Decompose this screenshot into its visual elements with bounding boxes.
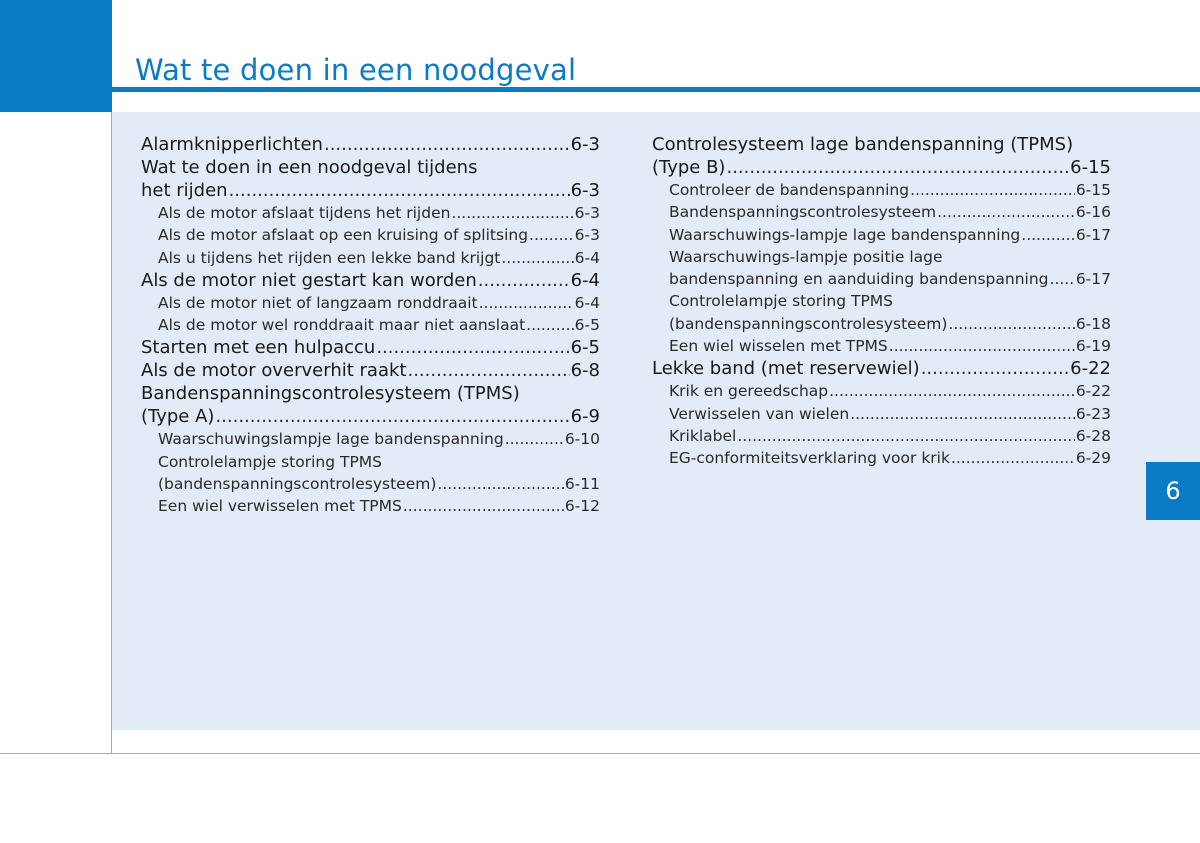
toc-page-number: 6-19 [1075, 337, 1111, 356]
toc-page-number: 6-3 [574, 226, 600, 245]
toc-page-number: 6-9 [570, 406, 600, 428]
dot-leader [215, 405, 569, 428]
header-corner-block [0, 0, 112, 112]
toc-page-number: 6-8 [570, 360, 600, 382]
toc-page-number: 6-29 [1075, 449, 1111, 468]
toc-page-number: 6-17 [1075, 270, 1111, 289]
toc-subsection-entry[interactable] [652, 403, 1111, 425]
page-title: Wat te doen in een noodgeval [135, 53, 577, 87]
dot-leader [403, 495, 564, 517]
toc-left-column [141, 133, 600, 518]
dot-leader [529, 224, 574, 246]
toc-subsection-entry[interactable] [652, 201, 1111, 223]
dot-leader [505, 428, 564, 450]
toc-entry-text: bandenspanning en aanduiding bandenspanning [669, 270, 1049, 289]
toc-page-number: 6-3 [574, 204, 600, 222]
dot-leader [921, 357, 1069, 380]
dot-leader [1050, 268, 1075, 290]
toc-subsection-entry[interactable] [652, 268, 1111, 290]
dot-leader [501, 247, 573, 269]
toc-entry-text: (Type A) [141, 406, 215, 428]
toc-entry-text: het rijden [141, 180, 228, 201]
title-underline [112, 87, 1200, 92]
dot-leader [526, 314, 574, 336]
toc-subsection-entry [141, 451, 600, 473]
toc-page-number: 6-3 [570, 180, 600, 201]
toc-page-number: 6-15 [1070, 157, 1111, 178]
toc-page-number: 6-15 [1075, 181, 1111, 199]
toc-subsection-entry[interactable] [652, 447, 1111, 469]
toc-section-entry [141, 156, 600, 179]
toc-page-number: 6-10 [564, 430, 600, 449]
dot-leader [376, 336, 569, 359]
toc-entry-text: Kriklabel [669, 426, 737, 445]
toc-entry-text: Controlelampje storing TPMS [669, 292, 894, 311]
toc-page-number: 6-4 [574, 248, 600, 267]
toc-subsection-entry[interactable] [141, 473, 600, 495]
toc-page-number: 6-16 [1075, 203, 1111, 222]
toc-section-entry [652, 133, 1111, 156]
toc-subsection-entry[interactable] [652, 380, 1111, 402]
toc-subsection-entry[interactable] [652, 335, 1111, 357]
dot-leader [951, 447, 1075, 469]
toc-entry-text: Controleer de bandenspanning [669, 181, 910, 199]
bottom-rule [0, 753, 1200, 754]
toc-subsection-entry[interactable] [141, 495, 600, 517]
dot-leader [437, 473, 563, 495]
dot-leader [479, 292, 574, 314]
dot-leader [850, 403, 1075, 425]
toc-entry-text: EG-conformiteitsverklaring voor krik [669, 449, 950, 468]
toc-entry-text: Bandenspanningscontrolesysteem [669, 203, 937, 222]
dot-leader [229, 179, 570, 202]
dot-leader [324, 133, 570, 156]
toc-subsection-entry[interactable] [141, 428, 600, 450]
toc-entry-text: Waarschuwings-lampje lage bandenspanning [669, 225, 1021, 244]
toc-entry-text: Een wiel verwisselen met TPMS [158, 497, 402, 516]
toc-page-number: 6-23 [1075, 404, 1111, 423]
toc-entry-text: Controlelampje storing TPMS [158, 452, 383, 471]
toc-section-entry[interactable] [652, 357, 1111, 380]
toc-subsection-entry [652, 246, 1111, 268]
toc-entry-text: Als de motor afslaat op een kruising of splitsing [158, 226, 529, 245]
left-margin-rule [111, 112, 112, 754]
toc-subsection-entry [652, 290, 1111, 312]
dot-leader [889, 335, 1075, 357]
toc-section-entry[interactable] [141, 405, 600, 428]
dot-leader [451, 202, 573, 224]
toc-entry-text: Verwisselen van wielen [669, 404, 850, 423]
toc-entry-text: Krik en gereedschap [669, 382, 829, 401]
dot-leader [948, 313, 1074, 335]
toc-page-number: 6-4 [574, 293, 600, 312]
toc-page-number: 6-17 [1075, 225, 1111, 244]
toc-entry-text: Waarschuwings-lampje positie lage [669, 247, 943, 266]
toc-section-entry[interactable] [141, 269, 600, 292]
toc-section-entry[interactable] [141, 359, 600, 382]
toc-entry-text: Bandenspanningscontrolesysteem (TPMS) [141, 383, 520, 405]
toc-section-entry [141, 382, 600, 405]
toc-entry-text: Starten met een hulpaccu [141, 337, 376, 359]
dot-leader [407, 359, 569, 382]
toc-entry-text: Als u tijdens het rijden een lekke band krijgt [158, 248, 501, 267]
chapter-tab[interactable]: 6 [1146, 462, 1200, 520]
toc-subsection-entry[interactable] [141, 292, 600, 314]
toc-entry-text: (bandenspanningscontrolesysteem) [669, 314, 948, 333]
toc-subsection-entry[interactable] [141, 314, 600, 336]
toc-page-number: 6-11 [564, 475, 600, 494]
toc-entry-text: Als de motor wel ronddraait maar niet aanslaat [158, 316, 526, 335]
dot-leader [829, 380, 1075, 402]
toc-section-entry[interactable] [141, 133, 600, 156]
toc-entry-text: Lekke band (met reservewiel) [652, 358, 920, 380]
toc-entry-text: Wat te doen in een noodgeval tijdens [141, 157, 478, 178]
toc-subsection-entry[interactable] [141, 202, 600, 224]
toc-subsection-entry[interactable] [141, 224, 600, 246]
toc-page-number: 6-22 [1070, 358, 1111, 380]
toc-entry-text: Als de motor oververhit raakt [141, 360, 407, 382]
toc-entry-text: Controlesysteem lage bandenspanning (TPMS) [652, 134, 1074, 155]
toc-entry-text: Als de motor niet gestart kan worden [141, 269, 477, 291]
dot-leader [1021, 224, 1075, 246]
dot-leader [726, 156, 1069, 179]
toc-page-number: 6-28 [1075, 426, 1111, 445]
toc-subsection-entry[interactable] [652, 179, 1111, 201]
toc-subsection-entry[interactable] [652, 313, 1111, 335]
dot-leader [737, 425, 1075, 447]
toc-page-number: 6-12 [564, 497, 600, 516]
toc-page-number: 6-5 [570, 337, 600, 359]
toc-subsection-entry[interactable] [141, 247, 600, 269]
dot-leader [937, 201, 1075, 223]
toc-page-number: 6-3 [570, 134, 600, 155]
toc-entry-text: (Type B) [652, 157, 726, 178]
toc-page-number: 6-5 [574, 316, 600, 335]
toc-entry-text: Als de motor niet of langzaam ronddraait [158, 293, 478, 312]
toc-entry-text: (bandenspanningscontrolesysteem) [158, 475, 437, 494]
toc-subsection-entry[interactable] [652, 224, 1111, 246]
toc-entry-text: Alarmknipperlichten [141, 134, 323, 155]
toc-entry-text: Een wiel wisselen met TPMS [669, 337, 888, 356]
toc-section-entry[interactable] [652, 156, 1111, 179]
toc-section-entry[interactable] [141, 336, 600, 359]
dot-leader [478, 269, 570, 292]
toc-page-number: 6-22 [1075, 382, 1111, 401]
toc-right-column [652, 133, 1111, 470]
toc-subsection-entry[interactable] [652, 425, 1111, 447]
toc-page-number: 6-4 [570, 269, 600, 291]
toc-entry-text: Als de motor afslaat tijdens het rijden [158, 204, 451, 222]
toc-entry-text: Waarschuwingslampje lage bandenspanning [158, 430, 504, 449]
dot-leader [910, 179, 1075, 201]
toc-page-number: 6-18 [1075, 314, 1111, 333]
toc-section-entry[interactable] [141, 179, 600, 202]
